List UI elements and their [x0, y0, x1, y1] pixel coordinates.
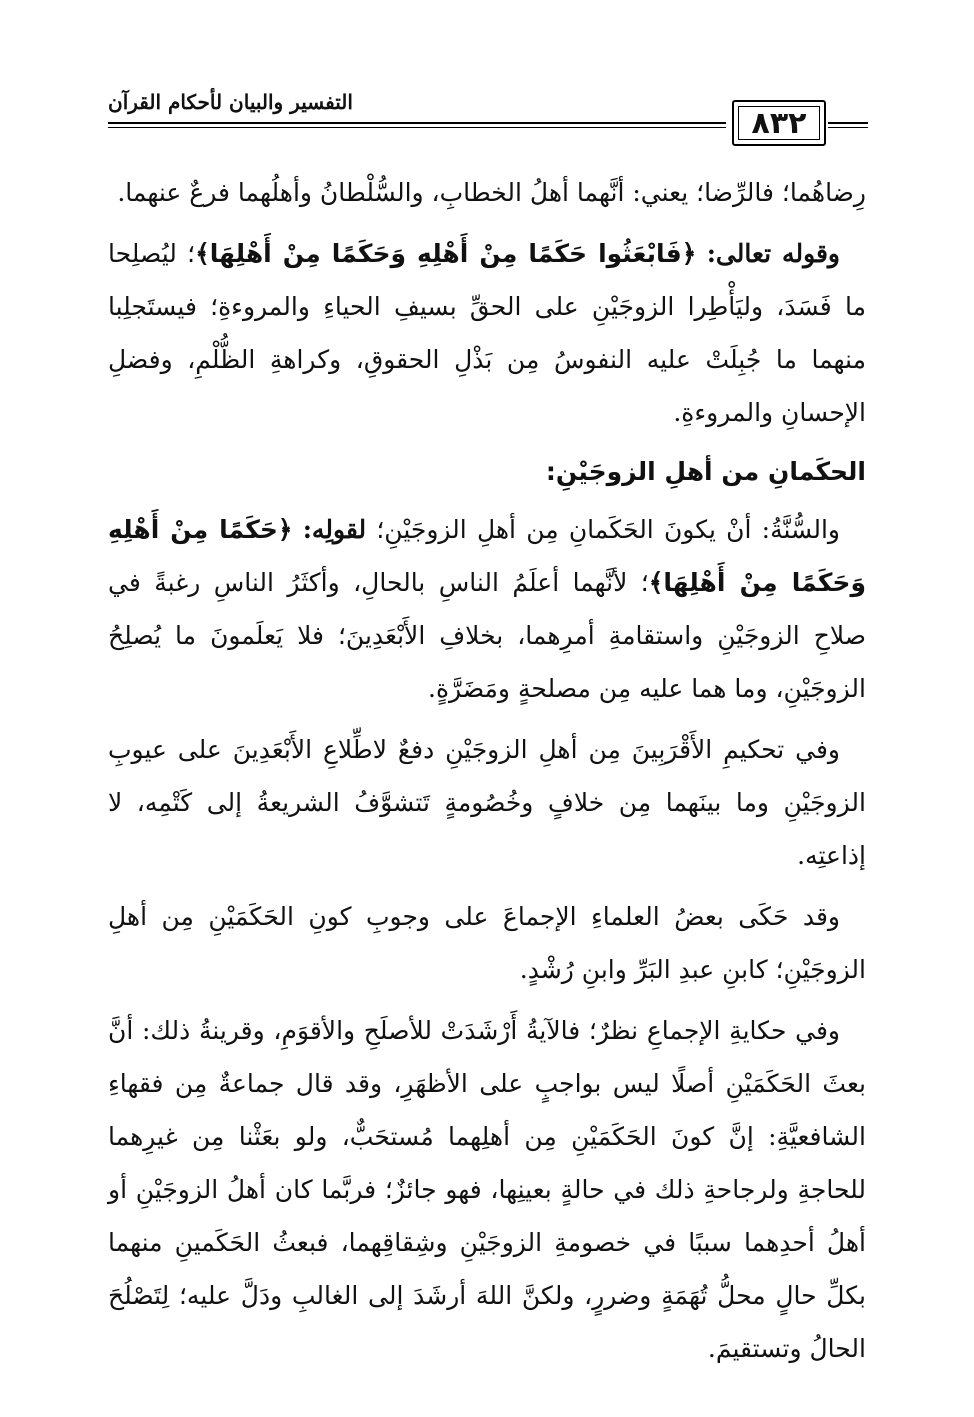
header-rule	[108, 127, 726, 128]
paragraph: وفي حكايةِ الإجماعِ نظرٌ؛ فالآيةُ أَرْشَدَتْ للأصلَحِ والأقوَمِ، وقرينةُ ذلك: أنَّ بعثَ الحَكَمَيْنِ أصلًا ليس بواجبٍ على الأظهَرِ، وقد قال جماعةٌ مِن فقهاءِ الشافعيَّةِ: إنَّ كونَ الحَكَمَيْنِ مِن أهلِهما مُستحَبٌّ، ولو بعَثْنا مِن غيرِهما للحاجةِ ولرجاحةِ ذلك في حالةٍ بعينِها، فهو جائزٌ؛ فربَّما كان أهلُ الزوجَيْنِ أو أهلُ أحدِهما سببًا في خصومةِ الزوجَيْنِ وشِقاقِهما، فبعثُ الحَكَمينِ منهما بكلِّ حالٍ محلُّ تُهَمَةٍ وضررٍ، ولكنَّ اللهَ أرشَدَ إلى الغالبِ ودَلَّ عليه؛ لِتَصْلُحَ الحالُ وتستقيمَ.	[108, 1016, 866, 1363]
quran-verse: ﴿حَكَمًا مِنْ أَهْلِهِ وَحَكَمًا مِنْ أَهْلِهَا﴾	[108, 515, 866, 597]
paragraph: رِضاهُما؛ فالرِّضا؛ يعني: أنَّهما أهلُ الخطابِ، والسُّلْطانُ وأهلُهما فرعٌ عنهما.	[117, 178, 866, 207]
verse-lead: وقوله تعالى:	[706, 239, 841, 268]
header-rule	[828, 122, 868, 124]
paragraph	[108, 503, 866, 715]
running-title: التفسير والبيان لأحكام القرآن	[108, 90, 353, 114]
paragraph: وفي تحكيمِ الأَقْرَبِينَ مِن أهلِ الزوجَيْنِ دفعٌ لاطِّلاعِ الأَبْعَدِينَ على عيوبِ الزوجَيْنِ وما بينَهما مِن خلافٍ وخُصُومةٍ تَتشوَّفُ الشريعةُ إلى كَتْمِه، لا إذاعتِه.	[108, 735, 866, 870]
verse-lead: لقولِه:	[302, 515, 367, 544]
paragraph-text: والسُّنَّةُ: أنْ يكونَ الحَكَمانِ مِن أهلِ الزوجَيْنِ؛	[376, 515, 840, 544]
section-heading: الحكَمانِ من أهلِ الزوجَيْنِ:	[545, 457, 866, 486]
paragraph: وقد حَكَى بعضُ العلماءِ الإجماعَ على وجوبِ كونِ الحَكَمَيْنِ مِن أهلِ الزوجَيْنِ؛ كابنِ عبدِ البَرِّ وابنِ رُشْدٍ.	[108, 902, 866, 984]
paragraph	[108, 227, 866, 439]
page-number-frame	[732, 100, 826, 146]
header-rule	[108, 122, 726, 124]
quran-verse: ﴿فَابْعَثُوا حَكَمًا مِنْ أَهْلِهِ وَحَكَمًا مِنْ أَهْلِهَا﴾	[195, 239, 697, 268]
page-number: ٨٣٢	[751, 105, 807, 141]
paragraph-text: ؛ لأنَّهما أعلَمُ الناسِ بالحالِ، وأكثَرُ الناسِ رغبةً في صلاحِ الزوجَيْنِ واستقامةِ أمرِهما، بخلافِ الأَبْعَدِينَ؛ فلا يَعلَمونَ ما يُصلِحُ الزوجَيْنِ، وما هما عليه مِن مصلحةٍ ومَضَرَّةٍ.	[108, 568, 866, 703]
page-header	[108, 86, 868, 150]
paragraph-text: ؛ ليُصلِحا ما فَسَدَ، وليَأْطِرا الزوجَيْنِ على الحقِّ بسيفِ الحياءِ والمروءةِ؛ فيستَجلِبا منهما ما جُبِلَتْ عليه النفوسُ مِن بَذْلِ الحقوقِ، وكراهةِ الظُّلْمِ، وفضلِ الإحسانِ والمروءةِ.	[108, 239, 866, 427]
text-body	[108, 166, 866, 1383]
header-rule	[828, 127, 868, 128]
